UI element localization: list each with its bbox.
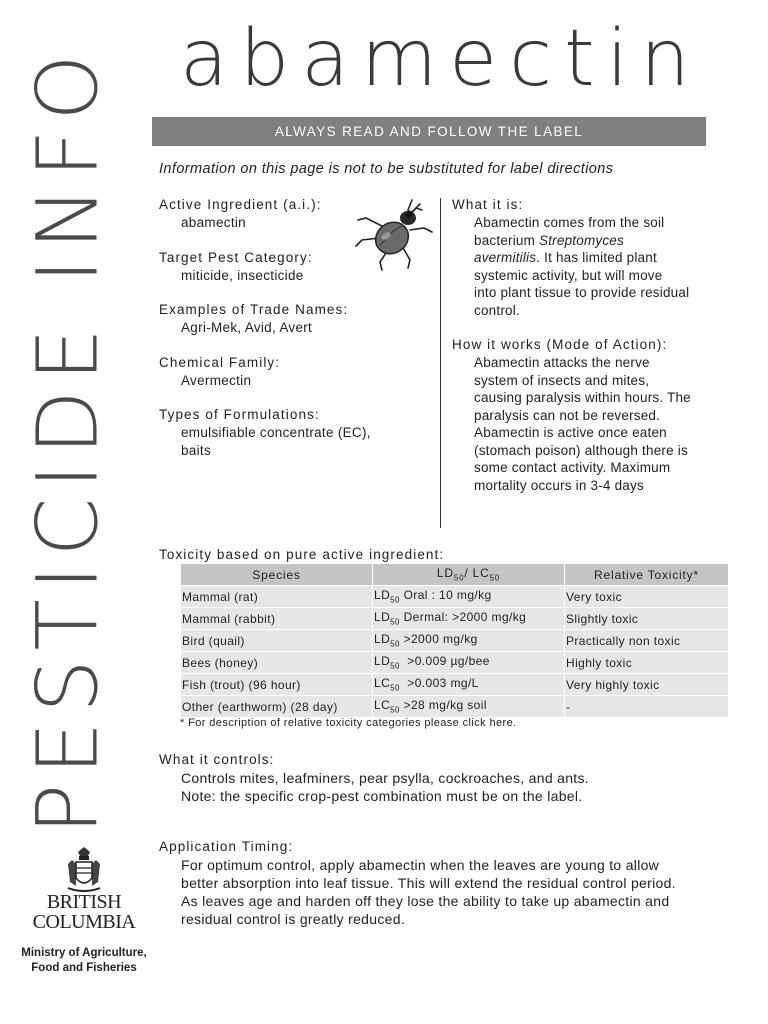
dose-prefix: LD bbox=[374, 654, 391, 669]
target-pest-value: miticide, insecticide bbox=[181, 267, 304, 283]
application-timing bbox=[159, 838, 739, 928]
text-span: . It has limited plant bbox=[536, 250, 657, 265]
label-banner: ALWAYS READ AND FOLLOW THE LABEL bbox=[152, 117, 706, 146]
column-divider bbox=[440, 198, 441, 528]
ministry-line: Ministry of Agriculture, bbox=[21, 947, 147, 959]
species-cell: Mammal (rat) bbox=[181, 586, 372, 607]
text-line: mortality occurs in 3-4 days bbox=[474, 477, 644, 493]
toxicity-row bbox=[181, 696, 728, 717]
text-line: causing paralysis within hours. The bbox=[474, 390, 691, 405]
target-pest-label: Target Pest Category: bbox=[159, 249, 313, 265]
text-span: bacterium bbox=[474, 232, 540, 248]
text-line: Abamectin is active once eaten bbox=[474, 425, 667, 440]
dose-value: >0.009 µg/bee bbox=[399, 654, 490, 669]
formulations-value: emulsifiable concentrate (EC), bbox=[181, 425, 371, 440]
dose-value: Oral : 10 mg/kg bbox=[399, 588, 492, 603]
logo-text: BRITISH bbox=[46, 891, 122, 913]
dose-prefix: LC bbox=[374, 676, 391, 691]
what-it-is-label: What it is: bbox=[452, 197, 524, 212]
text-line: (stomach poison) although there is bbox=[474, 442, 688, 458]
relative-toxicity-cell: Very highly toxic bbox=[565, 674, 728, 695]
toxicity-title: Toxicity based on pure active ingredient: bbox=[159, 547, 445, 562]
application-timing-label: Application Timing: bbox=[159, 839, 294, 854]
dose-prefix: LD bbox=[374, 588, 391, 603]
subscript: 50 bbox=[390, 595, 400, 605]
ministry-name bbox=[14, 946, 154, 976]
side-title bbox=[18, 40, 118, 840]
text-line: control. bbox=[474, 302, 520, 318]
subscript: 50 bbox=[390, 617, 400, 627]
relative-toxicity-cell: - bbox=[565, 696, 728, 717]
dose-prefix: LD bbox=[374, 610, 391, 625]
bc-logo bbox=[14, 846, 154, 976]
species-cell: Bird (quail) bbox=[181, 630, 372, 651]
chemical-family-value: Avermectin bbox=[181, 372, 252, 388]
logo-text: COLUMBIA bbox=[32, 911, 136, 933]
toxicity-row bbox=[181, 608, 728, 629]
subscript: 50 bbox=[390, 639, 400, 649]
disclaimer: Information on this page is not to be substituted for label directions bbox=[159, 161, 614, 177]
text-line: Note: the specific crop-pest combination must be on the label. bbox=[181, 788, 583, 804]
text-line: better absorption into leaf tissue. This will extend the residual control period. bbox=[181, 875, 676, 891]
what-it-controls bbox=[159, 751, 739, 805]
text-line: system of insects and mites, bbox=[474, 372, 650, 388]
text-line: For optimum control, apply abamectin when the leaves are young to allow bbox=[181, 857, 660, 873]
toxicity-row bbox=[181, 652, 728, 673]
text-line bbox=[474, 232, 732, 250]
subscript: 50 bbox=[453, 573, 465, 583]
trade-names-value: Agri-Mek, Avid, Avert bbox=[181, 320, 313, 335]
species-name: Streptomyces bbox=[539, 232, 624, 248]
dose-value: Dermal: >2000 mg/kg bbox=[399, 610, 527, 625]
formulations-label: Types of Formulations: bbox=[159, 407, 320, 422]
header-relative-toxicity: Relative Toxicity* bbox=[565, 564, 728, 585]
text-span: / LC bbox=[464, 566, 490, 581]
dose-prefix: LD bbox=[374, 632, 391, 647]
relative-toxicity-cell: Practically non toxic bbox=[565, 630, 728, 651]
text-span: LD bbox=[436, 566, 454, 581]
active-ingredient-value: abamectin bbox=[181, 215, 246, 230]
how-it-works-label: How it works (Mode of Action): bbox=[452, 337, 668, 352]
species-name: avermitilis bbox=[474, 250, 537, 265]
text-line: paralysis can not be reversed. bbox=[474, 407, 661, 423]
species-cell: Mammal (rabbit) bbox=[181, 608, 372, 629]
species-cell: Other (earthworm) (28 day) bbox=[181, 696, 372, 717]
species-cell: Fish (trout) (96 hour) bbox=[181, 674, 372, 695]
dose-cell bbox=[373, 630, 564, 651]
toxicity-row bbox=[181, 630, 728, 651]
relative-toxicity-cell: Very toxic bbox=[565, 586, 728, 607]
what-it-is bbox=[452, 196, 732, 319]
species-cell: Bees (honey) bbox=[181, 652, 372, 673]
trade-names bbox=[159, 301, 419, 337]
subscript: 50 bbox=[390, 661, 400, 671]
side-title-text: PESTICIDE INFO bbox=[19, 45, 117, 835]
chemical-family bbox=[159, 354, 419, 390]
toxicity-footnote-link[interactable]: * For description of relative toxicity categories please click here. bbox=[180, 717, 517, 729]
subscript: 50 bbox=[489, 573, 501, 583]
text-line: As leaves age and harden off they lose the ability to take up abamectin and bbox=[181, 893, 670, 909]
toxicity-row bbox=[181, 586, 728, 607]
subscript: 50 bbox=[390, 683, 400, 693]
page-title: abamectin bbox=[180, 14, 702, 104]
crest-icon bbox=[64, 846, 104, 892]
dose-value: >28 mg/kg soil bbox=[399, 698, 487, 713]
relative-toxicity-cell: Slightly toxic bbox=[565, 608, 728, 629]
formulations bbox=[159, 406, 419, 459]
ministry-line: Food and Fisheries bbox=[31, 962, 137, 974]
toxicity-row bbox=[181, 674, 728, 695]
header-ld-lc bbox=[373, 564, 564, 585]
how-it-works-text bbox=[452, 354, 732, 494]
text-line: Controls mites, leafminers, pear psylla, cockroaches, and ants. bbox=[181, 770, 589, 786]
dose-cell bbox=[373, 608, 564, 629]
what-it-controls-label: What it controls: bbox=[159, 752, 275, 767]
dose-cell bbox=[373, 674, 564, 695]
text-line: systemic activity, but will move bbox=[474, 267, 663, 283]
text-line: some contact activity. Maximum bbox=[474, 460, 671, 475]
subscript: 50 bbox=[390, 705, 400, 715]
formulations-value: baits bbox=[181, 442, 212, 458]
header-species: Species bbox=[181, 564, 372, 585]
dose-cell bbox=[373, 652, 564, 673]
dose-cell bbox=[373, 696, 564, 717]
toxicity-table bbox=[180, 563, 729, 718]
what-it-is-text bbox=[452, 214, 732, 319]
active-ingredient-label: Active Ingredient (a.i.): bbox=[159, 197, 322, 212]
chemical-family-label: Chemical Family: bbox=[159, 354, 281, 370]
text-line: residual control is greatly reduced. bbox=[181, 911, 406, 927]
beetle-icon bbox=[352, 196, 436, 276]
dose-value: >2000 mg/kg bbox=[399, 632, 478, 647]
dose-cell bbox=[373, 586, 564, 607]
text-line: into plant tissue to provide residual bbox=[474, 285, 690, 300]
trade-names-label: Examples of Trade Names: bbox=[159, 302, 349, 317]
text-line: Abamectin attacks the nerve bbox=[474, 355, 650, 370]
toxicity-header-row bbox=[181, 564, 728, 585]
how-it-works bbox=[452, 336, 732, 494]
relative-toxicity-cell: Highly toxic bbox=[565, 652, 728, 673]
dose-value: >0.003 mg/L bbox=[399, 676, 479, 691]
text-line bbox=[474, 249, 732, 267]
info-right-column bbox=[452, 196, 732, 511]
dose-prefix: LC bbox=[374, 698, 391, 713]
text-line: Abamectin comes from the soil bbox=[474, 215, 665, 230]
